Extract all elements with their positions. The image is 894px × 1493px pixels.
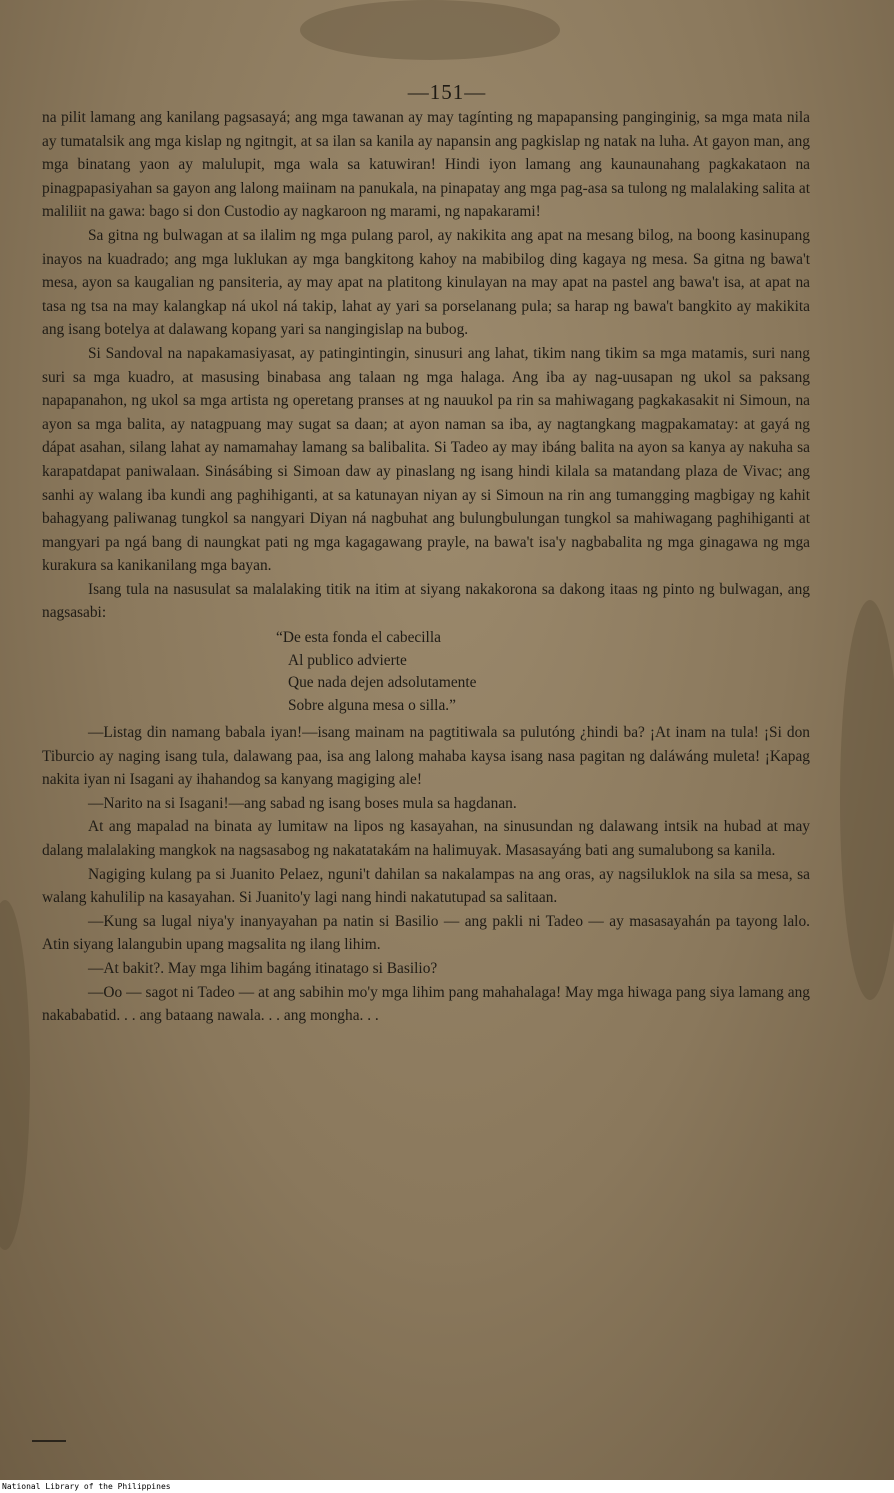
library-footer: National Library of the Philippines xyxy=(0,1480,894,1493)
paragraph: —Kung sa lugal niya'y inanyayahan pa natin si Basilio — ang pakli ni Tadeo — ay masasayahán pa tayong lalo. Atin siyang lalangubin upang magsalita ng ilang lihim. xyxy=(42,912,810,954)
paragraph: —Oo — sagot ni Tadeo — at ang sabihin mo'y mga lihim pang mahahalaga! May mga hiwaga pang siya lamang ang nakababatid. . . ang bataang nawala. . . ang mongha. . . xyxy=(42,983,810,1025)
paragraph: —At bakit?. May mga lihim bagáng itinatago si Basilio? xyxy=(88,960,438,977)
paper-stain xyxy=(300,0,560,60)
paragraph: Sa gitna ng bulwagan at sa ilalim ng mga pulang parol, ay nakikita ang apat na mesang bilog, na boong kasinupang inayos na kuadrado; ang mga luklukan ay mga bangkitong kahoy na mabibilog ding kagaya ng mesa. Sa gitna ng bawa't mesa, ayon sa kaugalian ng pansiteria, ay may apat na platitong kinulayan na may apat na pastel ang bawa't isa, at apat na tasa ng tsa na may kalangkap ná ukol ná takip, lahat ay yari sa porselanang pula; sa harap ng bawa't bangkito ay makikita ang isang botelya at dalawang kopang yari sa nangingislap na bubog. xyxy=(42,226,810,339)
paper-stain xyxy=(840,600,894,1000)
margin-mark xyxy=(32,1440,66,1442)
poem-line: Al publico advierte xyxy=(288,651,407,669)
paragraph: At ang mapalad na binata ay lumitaw na lipos ng kasayahan, na sinusundan ng dalawang intsik na hubad at may dalang malalaking mangkok na nagsasabog ng nakatatakám na halimuyak. Masasayáng bati ang sumalubong sa kanila. xyxy=(42,818,810,860)
paragraph: Isang tula na nasusulat sa malalaking titik na itim at siyang nakakorona sa dakong itaas ng pinto ng bulwagan, ang nagsasabi: xyxy=(42,580,810,622)
paragraph: Si Sandoval na napakamasiyasat, ay patingintingin, sinusuri ang lahat, tikim nang tikim sa mga matamis, suri nang suri sa mga kuadro, at masusing binabasa ang talaan ng mga halaga. Ang iba ay nag-uusapan ng ukol sa paksang napapanahon, ng ukol sa mga artista ng operetang pranses at ng nauukol pa rin sa mahiwagang pagkakasakit ni Simoun, na ayon sa mga balita, ay natagpuang may sugat sa daan; at ayon naman sa iba, ay nagtangkang magpakamatay: at gayá ng dápat asahan, silang lahat ay namamahay lamang sa balibalita. Si Tadeo ay may ibáng balita na ayon sa kanya ay nakuha sa karapatdapat paniwalaan. Sinásábing si Simoan daw ay pinaslang ng isang hindi kilala sa matandang plaza de Vivac; ang sanhi ay walang iba kundi ang paghihiganti, at sa katunayan niyan ay si Simoun na rin ang tumangging magbigay ng kahit bahagyang paliwanag tungkol sa nangyari Diyan ná nagbuhat ang bulungbulungan tungkol sa mahiwagang paghihiganti at mangyari pa ngá bang di naungkat pati ng mga kagagawang prayle, na bawa't isa'y nagbabalita ng mga ginagawa ng mga kurakura sa kanikanilang mga bayan. xyxy=(42,344,810,575)
body-text xyxy=(42,106,810,1028)
poem xyxy=(276,627,810,717)
paragraph: na pilit lamang ang kanilang pagsasayá; ang mga tawanan ay may tagínting ng mapapansing panginginig, sa mga mata nila ay tumatalsik ang mga kislap ng ngitngit, at sa ilan sa kanila ay napansin ang pagkislap ng natak na luha. At gayon man, ang mga binatang yaon ay malulupit, mga wala sa katuwiran! Hindi iyon lamang ang kaunaunahang pagkakataon na pinagpapasiyahan sa gayon ang lalong maiinam na panukala, na pinapatay ang mga pag-asa sa tulong ng malalaking salita at maliliit na gawa: bago si don Custodio ay nagkaroon ng marami, ng napakarami! xyxy=(42,109,810,221)
poem-line: “De esta fonda el cabecilla xyxy=(276,629,441,647)
page-number: —151— xyxy=(407,80,487,104)
paragraph: —Narito na si Isagani!—ang sabad ng isang boses mula sa hagdanan. xyxy=(88,794,517,812)
paragraph: Nagiging kulang pa si Juanito Pelaez, nguni't dahilan sa nakalampas na ang oras, ay nagsiluklok na sila sa mesa, sa walang kahulilip na kasayahan. Si Juanito'y lagi nang hindi nakatutupad sa salitaan. xyxy=(42,865,810,907)
paper-stain xyxy=(0,900,30,1250)
poem-line: Sobre alguna mesa o silla.” xyxy=(288,696,456,714)
poem-line: Que nada dejen adsolutamente xyxy=(288,674,477,692)
paragraph: —Listag din namang babala iyan!—isang mainam na pagtitiwala sa pulutóng ¿hindi ba? ¡At inam na tula! ¡Si don Tiburcio ay naging isang tula, dalawang paa, isa ang lalong mahaba kaysa isang nasa pagitan ng daláwáng muleta! ¡Kapag nakita iyan ni Isagani ay ihahandog sa kanyang magiging ale! xyxy=(42,724,810,789)
